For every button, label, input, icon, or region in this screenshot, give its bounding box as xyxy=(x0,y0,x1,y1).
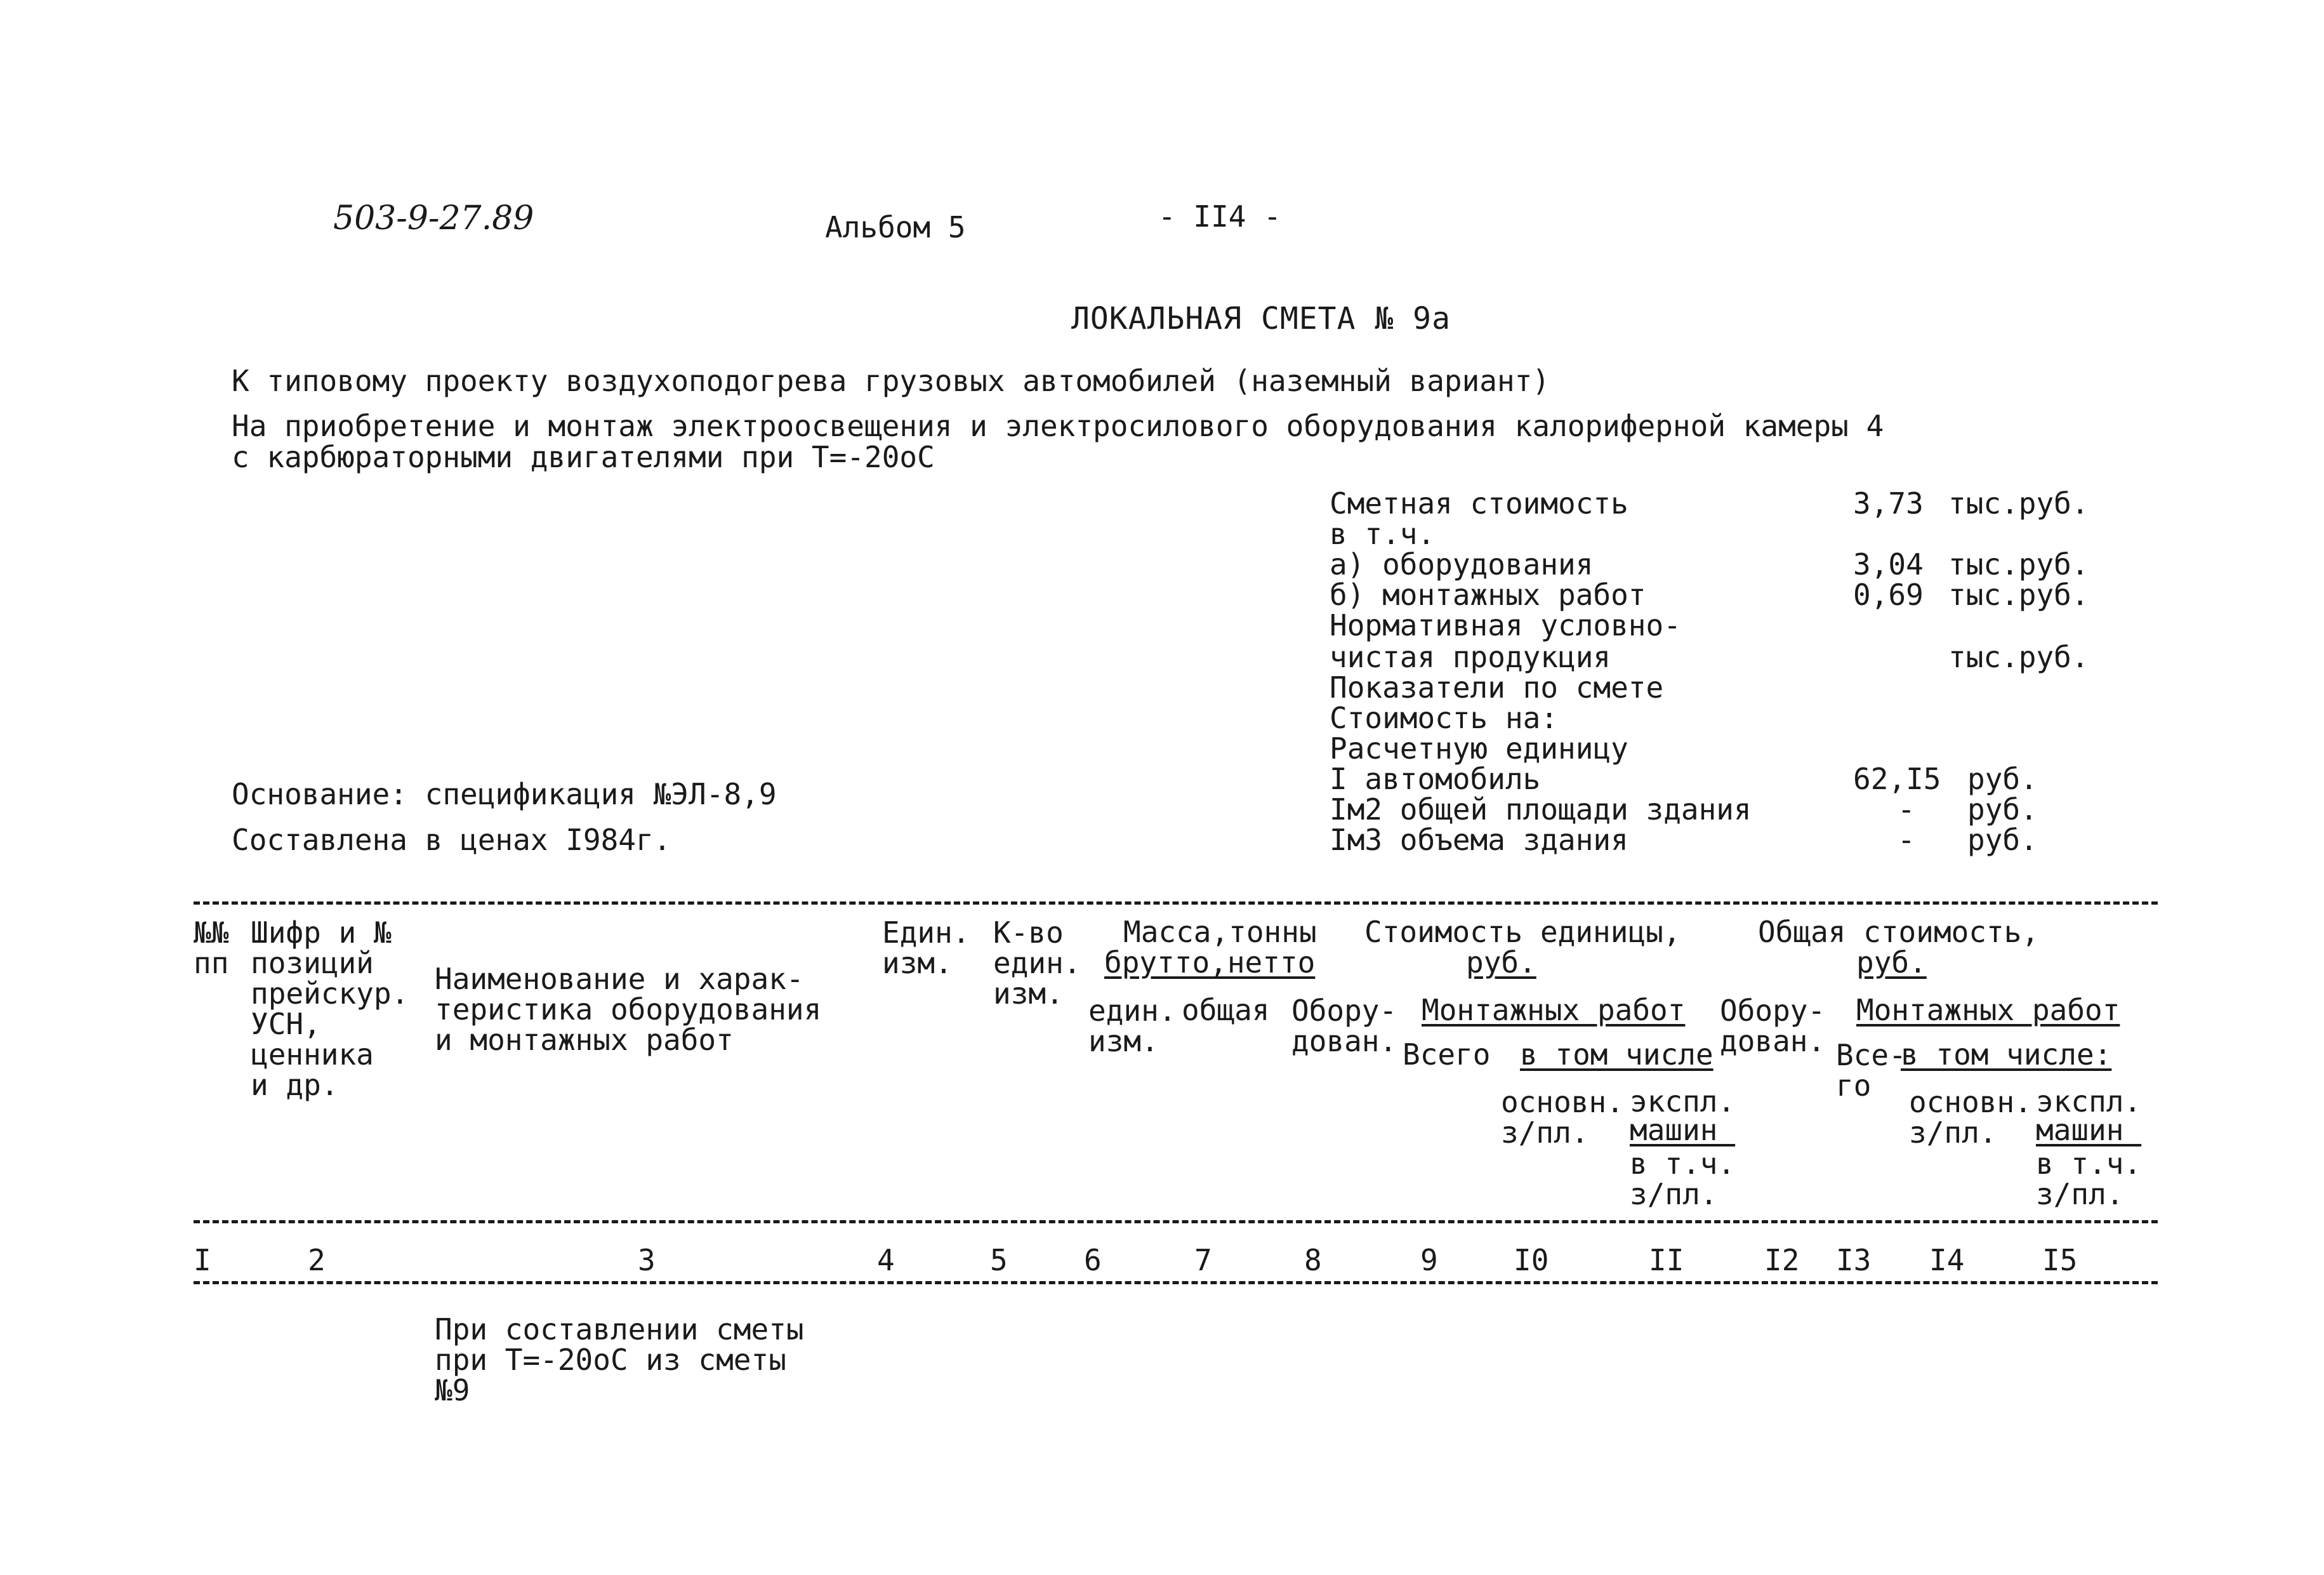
summary-value: 3,73 xyxy=(1853,486,1924,521)
header-bottom-rule xyxy=(194,1220,2158,1223)
unit-machines-incl: в т.ч. xyxy=(1630,1146,1736,1181)
column-number: II xyxy=(1649,1243,1684,1277)
column-number: I4 xyxy=(1929,1243,1965,1277)
summary-label: в т.ч. xyxy=(1330,517,1436,551)
body-note: При составлении сметы при Т=-20оС из сметы №9 xyxy=(435,1312,804,1407)
summary-label: Нормативная условно- xyxy=(1330,608,1681,642)
column-number: I5 xyxy=(2042,1243,2078,1277)
mass-total-header: общая xyxy=(1182,993,1270,1027)
col-number-header: №№ пп xyxy=(194,915,229,980)
summary-label: I автомобиль xyxy=(1330,762,1541,796)
column-number: I0 xyxy=(1514,1243,1549,1277)
total-incl-header: в том числе: xyxy=(1901,1037,2112,1072)
summary-unit: руб. xyxy=(1967,762,2038,796)
column-number: 4 xyxy=(877,1243,895,1277)
unit-cost-header: Стоимость единицы, xyxy=(1364,915,1681,949)
total-total-header: Все- го xyxy=(1836,1038,1906,1103)
summary-unit: тыс.руб. xyxy=(1948,486,2089,521)
basis-line: Основание: спецификация №ЭЛ-8,9 xyxy=(232,777,777,811)
album-label: Альбом 5 xyxy=(825,210,966,244)
unit-basic-wage-header: основн. з/пл. xyxy=(1501,1085,1624,1150)
column-number: 2 xyxy=(308,1243,326,1277)
col-qty-header: К-во един. изм. xyxy=(993,915,1081,1011)
document-code: 503-9-27.89 xyxy=(333,199,534,237)
total-cost-header: Общая стоимость, xyxy=(1758,915,2040,949)
column-number: 8 xyxy=(1304,1243,1322,1277)
summary-unit: руб. xyxy=(1967,823,2038,857)
mass-unit-header: един. изм. xyxy=(1088,994,1177,1058)
column-number: I3 xyxy=(1836,1243,1872,1277)
column-number: 9 xyxy=(1420,1243,1438,1277)
unit-mounting-header: Монтажных работ xyxy=(1422,993,1686,1027)
numbers-bottom-rule xyxy=(194,1281,2158,1284)
column-number: 6 xyxy=(1084,1243,1102,1277)
summary-label: б) монтажных работ xyxy=(1330,578,1646,612)
col-code-header: Шифр и № позиций прейскур. УСН, ценника и др. xyxy=(251,915,409,1102)
summary-label: Показатели по смете xyxy=(1330,670,1664,705)
purpose-line: На приобретение и монтаж электроосвещения и электросилового оборудования калориферной камеры 4 xyxy=(232,409,1884,443)
column-number: 3 xyxy=(638,1243,656,1277)
summary-label: Iм3 объема здания xyxy=(1330,823,1628,857)
summary-unit: тыс.руб. xyxy=(1948,547,2089,581)
estimate-title: ЛОКАЛЬНАЯ СМЕТА № 9а xyxy=(1071,301,1451,336)
summary-label: чистая продукция xyxy=(1330,640,1611,674)
summary-value: - xyxy=(1898,823,1915,857)
column-number: I xyxy=(194,1243,211,1277)
unit-machines-wage: з/пл. xyxy=(1630,1177,1718,1211)
summary-label: Стоимость на: xyxy=(1330,701,1559,735)
total-basic-wage-header: основн. з/пл. xyxy=(1909,1085,2032,1150)
summary-value: - xyxy=(1898,792,1915,827)
summary-value: 62,I5 xyxy=(1853,762,1941,796)
page-number: - II4 - xyxy=(1158,199,1281,234)
total-machines-wage: з/пл. xyxy=(2036,1177,2124,1211)
unit-machines-header: экспл. xyxy=(1630,1084,1736,1119)
summary-unit: тыс.руб. xyxy=(1948,640,2089,674)
mass-subheader: брутто,нетто xyxy=(1104,945,1316,980)
summary-value: 3,04 xyxy=(1853,547,1924,581)
purpose-line-2: с карбюраторными двигателями при Т=-20оС xyxy=(232,440,935,474)
col-unit-header: Един. изм. xyxy=(882,915,970,980)
unit-machines-header-2: машин xyxy=(1630,1113,1718,1147)
total-cost-rub: руб. xyxy=(1856,945,1927,980)
unit-incl-header: в том числе xyxy=(1520,1037,1713,1072)
project-line: К типовому проекту воздухоподогрева грузовых автомобилей (наземный вариант) xyxy=(232,364,1550,398)
total-equipment-header: Обору- дован. xyxy=(1720,994,1826,1058)
unit-equipment-header: Обору- дован. xyxy=(1291,994,1397,1058)
price-level-line: Составлена в ценах I984г. xyxy=(232,823,671,857)
unit-total-header: Всего xyxy=(1403,1037,1491,1072)
summary-label: Расчетную единицу xyxy=(1330,731,1628,766)
summary-unit: руб. xyxy=(1967,792,2038,827)
unit-cost-rub: руб. xyxy=(1466,945,1536,980)
mass-header: Масса,тонны xyxy=(1123,915,1317,949)
summary-label: а) оборудования xyxy=(1330,547,1594,581)
total-mounting-header: Монтажных работ xyxy=(1856,993,2120,1027)
summary-unit: тыс.руб. xyxy=(1948,578,2089,612)
summary-label: Сметная стоимость xyxy=(1330,486,1628,521)
summary-value: 0,69 xyxy=(1853,578,1924,612)
column-number: 7 xyxy=(1194,1243,1212,1277)
summary-label: Iм2 общей площади здания xyxy=(1330,792,1752,827)
total-machines-header-2: машин xyxy=(2036,1113,2124,1147)
column-number: 5 xyxy=(990,1243,1008,1277)
total-machines-incl: в т.ч. xyxy=(2036,1146,2142,1181)
total-machines-header: экспл. xyxy=(2036,1084,2142,1119)
col-name-header: Наименование и харак- теристика оборудования и монтажных работ xyxy=(435,962,822,1057)
column-number: I2 xyxy=(1764,1243,1800,1277)
table-top-rule xyxy=(194,901,2158,905)
